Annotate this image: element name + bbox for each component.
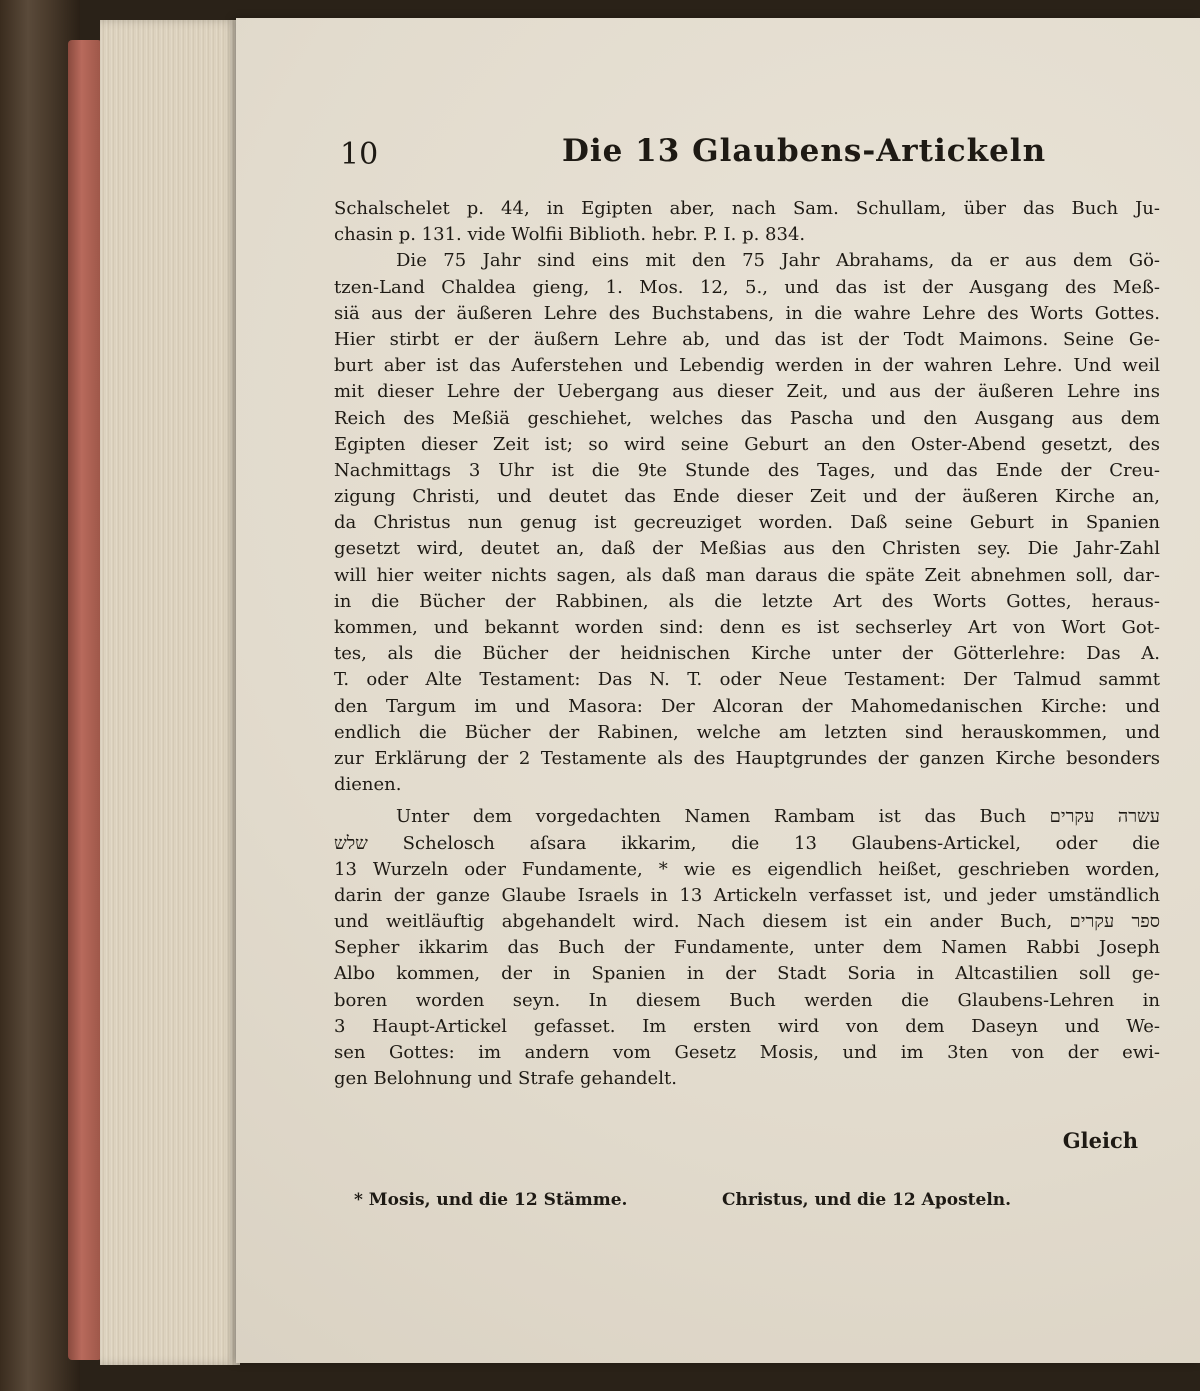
text-line: Egipten dieser Zeit ist; so wird seine Geburt an den Oster-Abend gesetzt, des bbox=[334, 433, 1160, 455]
text-line: שלש Schelosch aſsara ikkarim, die 13 Glaubens-Artickel, oder die bbox=[334, 832, 1160, 854]
text-line: zigung Christi, und deutet das Ende dieser Zeit und der äußeren Kirche an, bbox=[334, 486, 1160, 508]
text-line: Albo kommen, der in Spanien in der Stadt Soria in Altcastilien soll ge- bbox=[334, 963, 1160, 985]
text-line: kommen, und bekannt worden sind: denn es ist sechserley Art von Wort Got- bbox=[334, 617, 1160, 638]
catchword: Gleich bbox=[1062, 1128, 1138, 1153]
text-line: gesetzt wird, deutet an, daß der Meßias aus den Christen sey. Die Jahr-Zahl bbox=[334, 538, 1160, 560]
running-title: Die 13 Glaubens-Artickeln bbox=[562, 133, 1047, 169]
footnote-left: * Mosis, und die 12 Stämme. bbox=[354, 1190, 628, 1210]
page-header bbox=[340, 133, 1160, 177]
text-line: darin der ganze Glaube Israels in 13 Artickeln verfasset ist, und jeder umständlich bbox=[334, 884, 1160, 906]
text-line: siä aus der äußeren Lehre des Buchstabens, in die wahre Lehre des Worts Gottes. bbox=[334, 302, 1160, 324]
text-line: da Christus nun genug ist gecreuziget worden. Daß seine Geburt in Spanien bbox=[334, 512, 1160, 534]
footnote-right: Christus, und die 12 Aposteln. bbox=[722, 1190, 1012, 1210]
body-text bbox=[334, 196, 1160, 1092]
text-line: mit dieser Lehre der Uebergang aus dieser Zeit, und aus der äußeren Lehre ins bbox=[334, 381, 1160, 403]
text-line: den Targum im und Masora: Der Alcoran der Mahomedanischen Kirche: und bbox=[334, 695, 1160, 717]
page-edges bbox=[100, 20, 240, 1365]
text-line: dienen. bbox=[334, 774, 402, 796]
text-line: endlich die Bücher der Rabinen, welche am letzten sind herauskommen, und bbox=[334, 721, 1160, 743]
text-line: Nachmittags 3 Uhr ist die 9te Stunde des Tages, und das Ende der Creu- bbox=[334, 459, 1160, 481]
text-line: Schalschelet p. 44, in Egipten aber, nach Sam. Schullam, über das Buch Ju- bbox=[334, 198, 1160, 219]
text-line: 3 Haupt-Artickel gefasset. Im ersten wird von dem Daseyn und We- bbox=[334, 1015, 1160, 1037]
red-edge bbox=[68, 40, 102, 1360]
text-line: und weitläuftig abgehandelt wird. Nach diesem ist ein ander Buch, ספר עקרים bbox=[334, 911, 1160, 933]
text-line: boren worden seyn. In diesem Buch werden die Glaubens-Lehren in bbox=[334, 989, 1160, 1011]
text-line: tzen-Land Chaldea gieng, 1. Mos. 12, 5., und das ist der Ausgang des Meß- bbox=[334, 276, 1160, 298]
text-line: Reich des Meßiä geschiehet, welches das Pascha und den Ausgang aus dem bbox=[334, 407, 1160, 429]
page-number: 10 bbox=[340, 137, 379, 172]
text-line: will hier weiter nichts sagen, als daß man daraus die späte Zeit abnehmen soll, dar- bbox=[334, 564, 1160, 586]
text-line: burt aber ist das Auferstehen und Lebendig werden in der wahren Lehre. Und weil bbox=[334, 355, 1160, 377]
text-line: in die Bücher der Rabbinen, als die letzte Art des Worts Gottes, heraus- bbox=[334, 590, 1160, 612]
text-line: Sepher ikkarim das Buch der Fundamente, unter dem Namen Rabbi Joseph bbox=[334, 937, 1160, 959]
text-line: Unter dem vorgedachten Namen Rambam ist das Buch עשרה עקרים bbox=[396, 806, 1160, 828]
text-line: sen Gottes: im andern vom Gesetz Mosis, und im 3ten von der ewi- bbox=[334, 1042, 1160, 1063]
text-line: zur Erklärung der 2 Testamente als des Hauptgrundes der ganzen Kirche besonders bbox=[334, 747, 1160, 769]
text-line: gen Belohnung und Strafe gehandelt. bbox=[334, 1068, 677, 1090]
text-line: chasin p. 131. vide Wolfii Biblioth. hebr. P. I. p. 834. bbox=[334, 224, 806, 246]
text-line: tes, als die Bücher der heidnischen Kirche unter der Götterlehre: Das A. bbox=[334, 643, 1160, 665]
text-line: Hier stirbt er der äußern Lehre ab, und das ist der Todt Maimons. Seine Ge- bbox=[334, 328, 1160, 350]
text-line: T. oder Alte Testament: Das N. T. oder Neue Testament: Der Talmud sammt bbox=[334, 669, 1160, 691]
text-line: 13 Wurzeln oder Fundamente, * wie es eigendlich heißet, geschrieben worden, bbox=[334, 858, 1160, 880]
text-line: Die 75 Jahr sind eins mit den 75 Jahr Abrahams, da er aus dem Gö- bbox=[396, 250, 1160, 272]
